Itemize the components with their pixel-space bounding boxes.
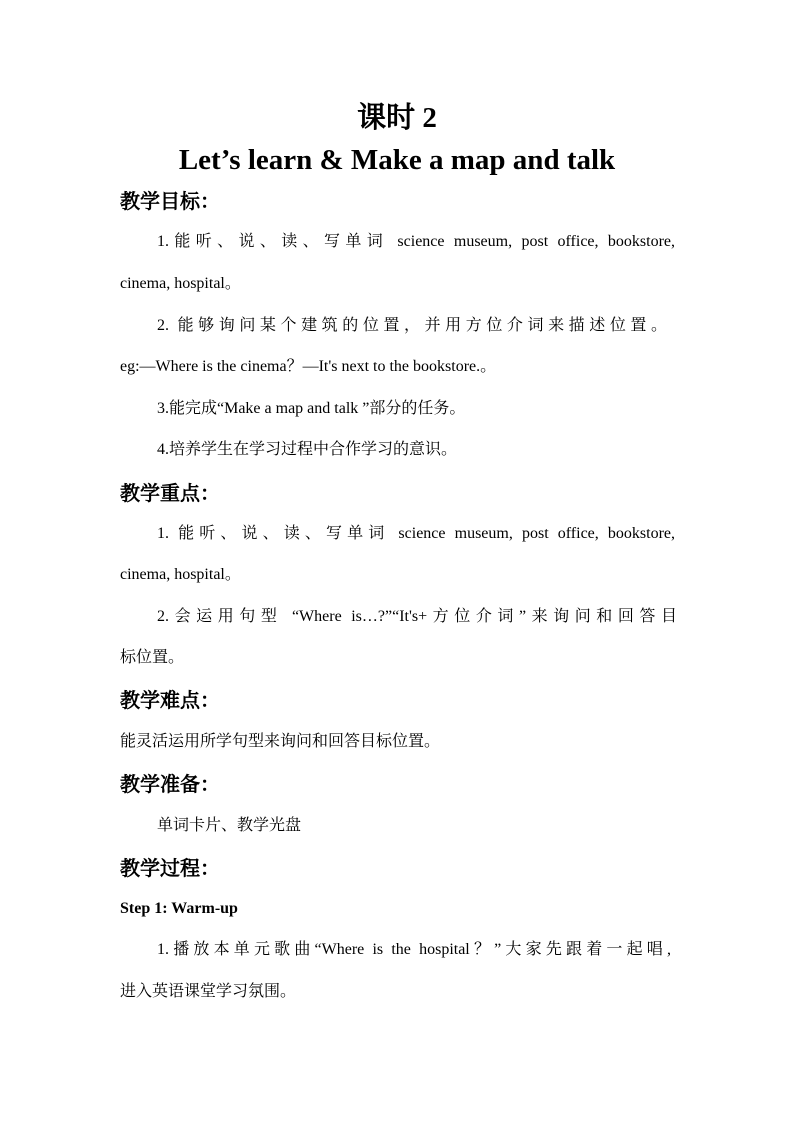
objective-2-line-2: eg:—Where is the cinema？—It's next to the bookstore.。 bbox=[120, 358, 497, 375]
objectives-heading: 教学目标： bbox=[120, 189, 220, 213]
key-point-2-line-1: 2.会运用句型 “Where is…?”“It's+方位介词”来询问和回答目 bbox=[157, 608, 677, 625]
preparation-text: 单词卡片、教学光盘 bbox=[157, 817, 302, 834]
key-point-1-line-1: 1. 能听、说、读、写单词 science museum, post office, bookstore, bbox=[157, 525, 675, 542]
step-1-title: Step 1: Warm-up bbox=[120, 900, 238, 917]
key-point-2-line-2: 标位置。 bbox=[120, 649, 185, 666]
key-points-heading: 教学重点： bbox=[120, 481, 220, 505]
lesson-title: Let’s learn & Make a map and talk bbox=[178, 144, 616, 176]
objective-3: 3.能完成“Make a map and talk ”部分的任务。 bbox=[157, 400, 466, 417]
objective-2-line-1: 2. 能够询问某个建筑的位置，并用方位介词来描述位置。 bbox=[157, 317, 667, 334]
objective-1-line-2: cinema, hospital。 bbox=[120, 275, 241, 292]
step-1-item-1-line-1: 1.播放本单元歌曲“Where is the hospital？”大家先跟着一起唱, bbox=[157, 941, 671, 958]
lesson-number-title: 课时 2 bbox=[357, 102, 437, 134]
step-1-item-1-line-2: 进入英语课堂学习氛围。 bbox=[120, 983, 297, 1000]
process-heading: 教学过程： bbox=[120, 856, 220, 880]
difficulties-text: 能灵活运用所学句型来询问和回答目标位置。 bbox=[120, 733, 441, 750]
objective-4: 4.培养学生在学习过程中合作学习的意识。 bbox=[157, 441, 458, 458]
difficulties-heading: 教学难点： bbox=[120, 688, 220, 712]
objective-1-line-1: 1.能听、说、读、写单词 science museum, post office, bookstore, bbox=[157, 233, 675, 250]
preparation-heading: 教学准备： bbox=[120, 772, 220, 796]
key-point-1-line-2: cinema, hospital。 bbox=[120, 566, 241, 583]
